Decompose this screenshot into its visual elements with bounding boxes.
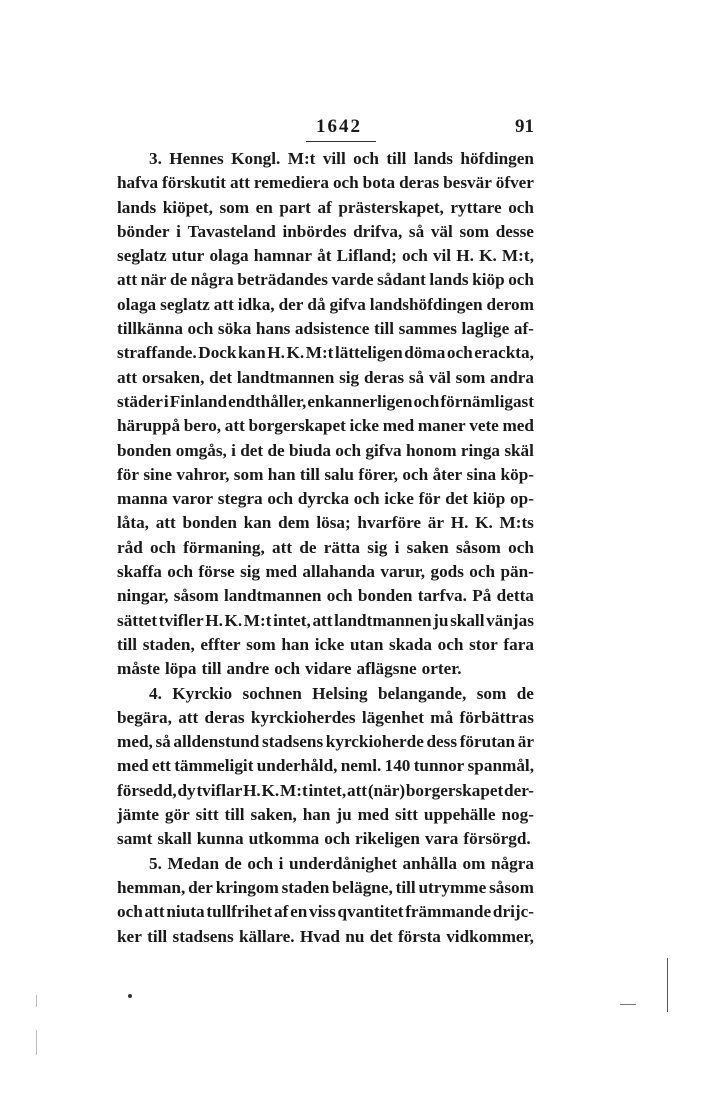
text-line: sättet tvifler H. K. M:t intet, att landtmannen ju skall vänjas — [117, 610, 534, 630]
running-title-year: 1642 — [316, 116, 362, 137]
text-line: olaga seglatz att idka, der då gifva landshöfdingen derom — [117, 294, 534, 314]
text-line: hemman, der kringom staden belägne, till utrymme såsom — [117, 877, 534, 897]
page-header — [116, 116, 534, 140]
scan-left-mark — [36, 1030, 37, 1055]
paragraph — [117, 852, 534, 949]
text-line: seglatz utur olaga hamnar åt Lifland; och vil H. K. M:t, — [117, 246, 534, 266]
scan-dash — [620, 1004, 636, 1005]
scan-left-mark — [36, 995, 37, 1007]
text-line: 3. Hennes Kongl. M:t vill och till lands höfdingen — [149, 149, 534, 168]
scan-speck — [128, 994, 132, 998]
text-line: med, så alldenstund stadsens kyrckioherde dess förutan är — [117, 732, 534, 752]
text-line: begära, att deras kyrckioherdes lägenhet må förbättras — [117, 707, 534, 727]
text-line: samt skall kunna utkomma och rikeligen vara försörgd. — [117, 829, 531, 849]
page-number: 91 — [515, 116, 534, 137]
text-line: och att niuta tullfrihet af en viss qvantitet främmande drijc- — [117, 902, 534, 922]
text-line: att när de några beträdandes varde sådant lands kiöp och — [117, 270, 534, 290]
text-line: med ett tämmeligit underhåld, neml. 140 tunnor spanmål, — [117, 756, 534, 776]
text-line: ningar, såsom landtmannen och bonden tarfva. På detta — [117, 586, 534, 606]
text-line: skaffa och förse sig med allahanda varur, gods och pän- — [117, 562, 534, 582]
text-line: straffande. Dock kan H. K. M:t lätteligen döma och erackta, — [117, 343, 534, 363]
paragraph — [117, 682, 534, 852]
text-line: att orsaken, det landtmannen sig deras så väl som andra — [117, 367, 534, 387]
text-line: jämte gör sitt till saken, han ju med sitt uppehälle nog- — [117, 805, 534, 825]
text-line: bönder i Tavasteland inbördes drifva, så väl som desse — [117, 221, 534, 241]
text-line: häruppå bero, att borgerskapet icke med maner vete med — [117, 416, 534, 436]
title-rule — [306, 141, 376, 142]
text-line: till staden, effter som han icke utan skada och stor fara — [117, 634, 534, 654]
text-line: 5. Medan de och i underdånighet anhålla om några — [149, 853, 534, 873]
document-body — [117, 147, 534, 949]
scan-edge-line — [667, 958, 668, 1012]
text-line: för sine vahror, som han till salu förer, och åter sina köp- — [117, 464, 534, 484]
text-line: hafva förskutit att remediera och bota deras besvär öfver — [117, 173, 534, 193]
text-line: försedd, dy tviflar H. K. M:t intet, att (när) borgerskapet der- — [117, 780, 534, 800]
text-line: lands kiöpet, som en part af prästerskapet, ryttare och — [117, 197, 534, 217]
text-line: tillkänna och söka hans adsistence till sammes laglige af- — [117, 319, 534, 339]
text-line: ker till stadsens källare. Hvad nu det första vidkommer, — [117, 926, 534, 946]
text-line: måste löpa till andre och vidare aflägsne orter. — [117, 659, 462, 679]
text-line: städer i Finland endthåller, enkannerligen och förnämligast — [117, 391, 534, 411]
text-line: råd och förmaning, att de rätta sig i saken såsom och — [117, 537, 534, 557]
paragraph — [117, 147, 534, 682]
text-line: 4. Kyrckio sochnen Helsing belangande, som de — [149, 683, 534, 703]
text-line: bonden omgås, i det de biuda och gifva honom ringa skäl — [117, 440, 534, 460]
text-line: låta, att bonden kan dem lösa; hvarföre är H. K. M:ts — [117, 513, 534, 533]
text-line: manna varor stegra och dyrcka och icke för det kiöp op- — [117, 489, 534, 509]
